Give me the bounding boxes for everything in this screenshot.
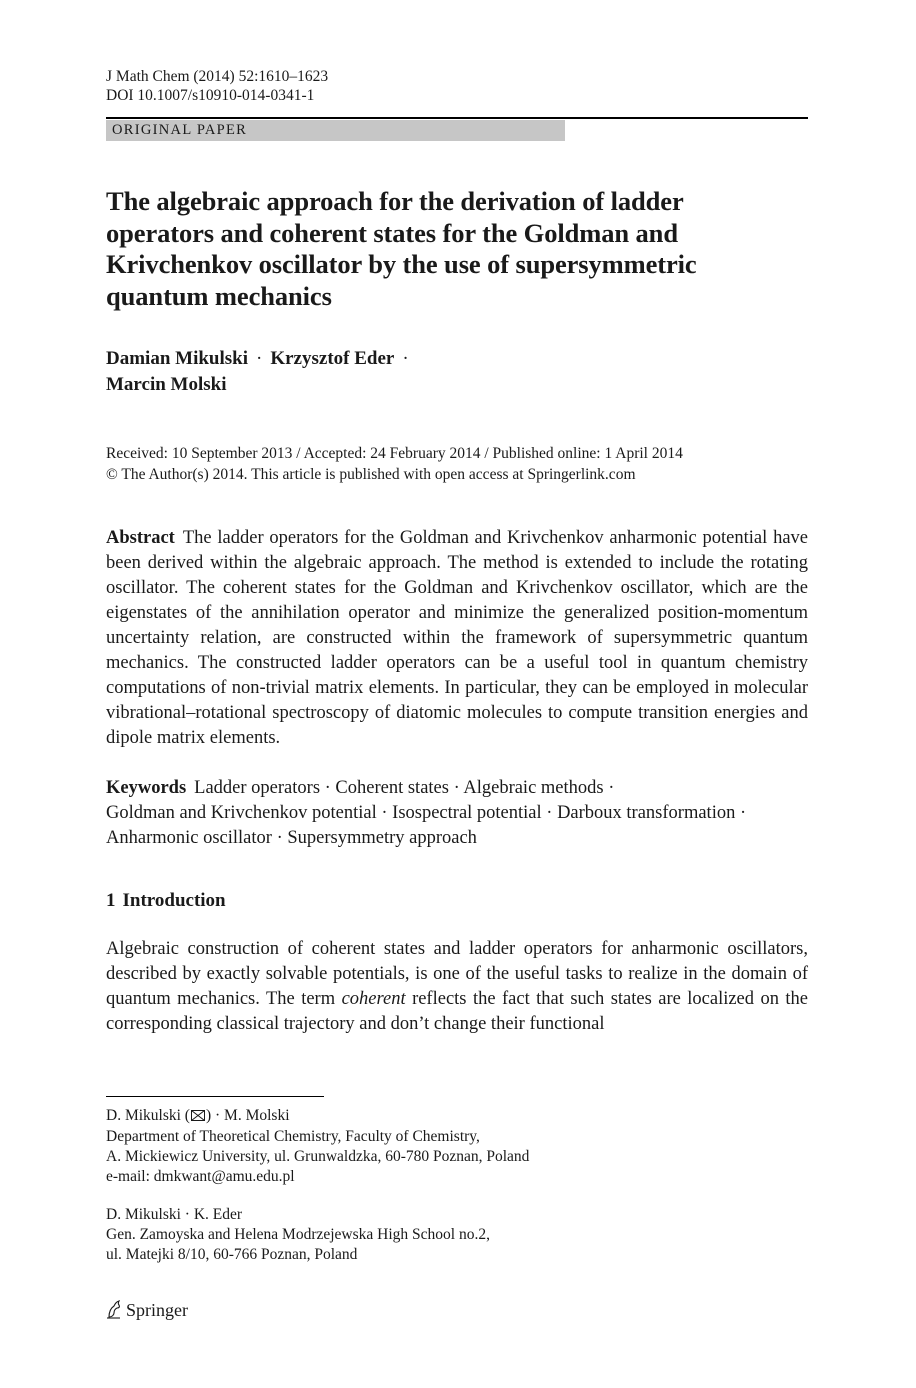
intro-text: reflects the fact that such states are localized on the corresponding classical trajectory and don’t change their functional [106,989,809,1034]
journal-header [106,67,328,105]
section-heading [106,888,226,913]
affiliation-line: A. Mickiewicz University, ul. Grunwaldzka, 60-780 Poznan, Poland [106,1148,530,1165]
footnote-author: D. Mikulski ( [106,1107,190,1124]
section-number: 1 [106,890,116,911]
intro-emphasis: coherent [341,989,406,1009]
keywords-line: Anharmonic oscillator · Supersymmetry approach [106,828,477,848]
author-list [106,346,417,398]
intro-text: Algebraic construction of coherent states and ladder operators for anharmonic oscillators, described by exactly solvable potentials, is one of the useful tasks to realize in the domain of quantum mechanics. The term [106,939,808,1009]
affiliation-line: ul. Matejki 8/10, 60-766 Poznan, Poland [106,1246,358,1263]
keywords-label: Keywords [106,778,187,798]
footnote-rule [106,1096,324,1097]
author-name[interactable]: Damian Mikulski [106,348,249,369]
affiliation-footnote [106,1205,490,1265]
author-separator: · [402,348,409,369]
header-rule [106,117,808,119]
copyright-line: © The Author(s) 2014. This article is published with open access at Springerlink.com [106,466,636,483]
keywords-line: Ladder operators · Coherent states · Algebraic methods · [194,778,615,798]
abstract-text: The ladder operators for the Goldman and Krivchenkov anharmonic potential have been derived within the algebraic approach. The method is extended to include the rotating oscillator. The coherent states for the Goldman and Krivchenkov oscillator, which are the eigenstates of the annihilation operator and minimize the generalized position-momentum uncertainty relation, are constructed within the framework of supersymmetric quantum mechanics. The constructed ladder operators can be a useful tool in quantum chemistry computations of non-trivial matrix elements. In particular, they can be employed in molecular vibrational–rotational spectroscopy of diatomic molecules to compute transition energies and dipole matrix elements. [106,528,808,748]
history-line: Received: 10 September 2013 / Accepted: 24 February 2014 / Published online: 1 April 2014 [106,445,683,462]
publisher-name: Springer [126,1300,188,1320]
springer-horse-icon [106,1300,122,1319]
footnote-author: ) · M. Molski [205,1107,290,1124]
affiliation-line: Department of Theoretical Chemistry, Faculty of Chemistry, [106,1128,480,1145]
author-separator: · [256,348,263,369]
publication-dates [106,443,683,485]
doi-link[interactable]: DOI 10.1007/s10910-014-0341-1 [106,87,315,104]
section-title: Introduction [122,890,226,911]
publisher-logo [106,1298,188,1322]
affiliation-footnote [106,1106,529,1187]
intro-paragraph [106,937,808,1037]
keywords-line: Goldman and Krivchenkov potential · Isospectral potential · Darboux transformation · [106,803,747,823]
journal-citation: J Math Chem (2014) 52:1610–1623 [106,68,329,85]
envelope-icon[interactable] [191,1107,205,1127]
abstract-label: Abstract [106,528,175,548]
affiliation-line: Gen. Zamoyska and Helena Modrzejewska High School no.2, [106,1226,490,1243]
email-link[interactable]: e-mail: dmkwant@amu.edu.pl [106,1168,295,1185]
paper-title: The algebraic approach for the derivation of ladder operators and coherent states for the Goldman and Krivchenkov oscillator by the use of supersymmetric quantum mechanics [106,186,697,311]
abstract [106,526,808,751]
author-name[interactable]: Marcin Molski [106,374,227,395]
footnote-author: D. Mikulski · K. Eder [106,1206,243,1223]
keywords [106,776,808,851]
paper-type-banner: ORIGINAL PAPER [106,120,565,141]
author-name[interactable]: Krzysztof Eder [270,348,395,369]
